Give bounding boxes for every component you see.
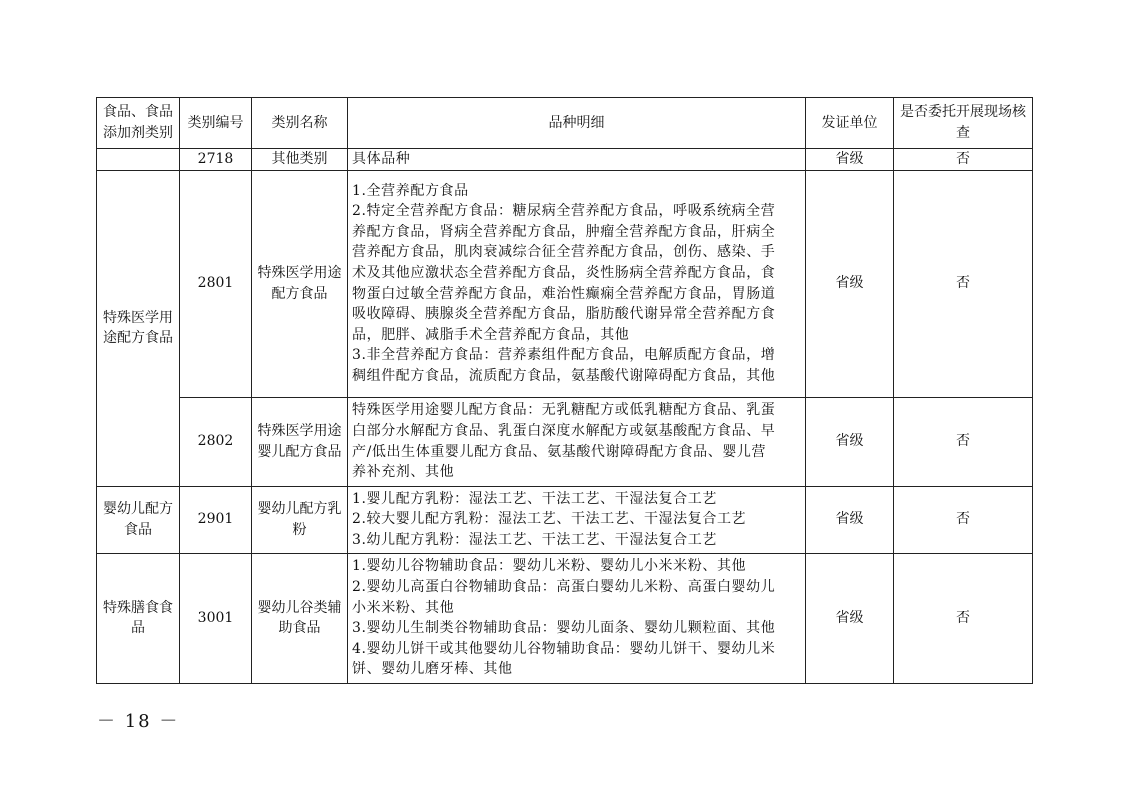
detail-line: 1.全营养配方食品 [352, 182, 469, 199]
header-details: 品种明细 [348, 98, 806, 149]
category-cell-empty [97, 149, 180, 171]
detail-line: 饼、婴幼儿磨牙棒、其他 [352, 661, 513, 678]
category-cell: 特殊医学用途配方食品 [97, 170, 180, 486]
detail-line: 3.婴幼儿生制类谷物辅助食品：婴幼儿面条、婴幼儿颗粒面、其他 [352, 620, 776, 637]
name-cell: 特殊医学用途婴儿配方食品 [252, 397, 348, 486]
issuer-cell: 省级 [806, 170, 894, 397]
issuer-cell: 省级 [806, 553, 894, 683]
onsite-cell: 否 [894, 149, 1033, 171]
detail-line: 1.婴幼儿谷物辅助食品：婴幼儿米粉、婴幼儿小米米粉、其他 [352, 558, 747, 575]
name-cell: 婴幼儿谷类辅助食品 [252, 553, 348, 683]
code-cell: 3001 [180, 553, 252, 683]
detail-line: 稠组件配方食品，流质配方食品，氨基酸代谢障碍配方食品，其他 [352, 367, 776, 384]
table-row [97, 170, 1033, 397]
detail-line: 3.非全营养配方食品：营养素组件配方食品，电解质配方食品，增 [352, 347, 776, 364]
table-header-row [97, 98, 1033, 149]
detail-line: 营养配方食品，肌肉衰减综合征全营养配方食品，创伤、感染、手 [352, 244, 776, 261]
detail-line: 特殊医学用途婴儿配方食品：无乳糖配方或低乳糖配方食品、乳蛋 [352, 402, 776, 419]
name-cell: 婴幼儿配方乳粉 [252, 486, 348, 553]
code-cell: 2718 [180, 149, 252, 171]
detail-line: 具体品种 [352, 151, 411, 167]
code-cell: 2802 [180, 397, 252, 486]
issuer-cell: 省级 [806, 397, 894, 486]
onsite-cell: 否 [894, 170, 1033, 397]
detail-line: 养补充剂、其他 [352, 464, 455, 481]
onsite-cell: 否 [894, 397, 1033, 486]
food-category-table [96, 97, 1033, 684]
name-cell: 其他类别 [252, 149, 348, 171]
category-cell: 婴幼儿配方食品 [97, 486, 180, 553]
onsite-cell: 否 [894, 486, 1033, 553]
detail-line: 物蛋白过敏全营养配方食品，难治性癫痫全营养配方食品，胃肠道 [352, 285, 776, 302]
page-number: － 18 － [97, 711, 180, 732]
details-cell [348, 553, 806, 683]
detail-line: 1.婴儿配方乳粉：湿法工艺、干法工艺、干湿法复合工艺 [352, 490, 717, 507]
detail-line: 2.特定全营养配方食品：糖尿病全营养配方食品，呼吸系统病全营 [352, 203, 776, 220]
details-cell [348, 170, 806, 397]
table-row [97, 149, 1033, 171]
detail-line: 4.婴幼儿饼干或其他婴幼儿谷物辅助食品：婴幼儿饼干、婴幼儿米 [352, 640, 776, 657]
category-cell: 特殊膳食食品 [97, 553, 180, 683]
table-row [97, 553, 1033, 683]
detail-line: 品，肥胖、减脂手术全营养配方食品，其他 [352, 326, 630, 343]
details-cell [348, 149, 806, 171]
header-issuer: 发证单位 [806, 98, 894, 149]
header-onsite-check: 是否委托开展现场核查 [894, 98, 1033, 149]
details-cell [348, 486, 806, 553]
header-name: 类别名称 [252, 98, 348, 149]
detail-line: 产/低出生体重婴儿配方食品、氨基酸代谢障碍配方食品、婴儿营 [352, 443, 767, 460]
detail-line: 3.幼儿配方乳粉：湿法工艺、干法工艺、干湿法复合工艺 [352, 531, 717, 548]
detail-line: 白部分水解配方食品、乳蛋白深度水解配方或氨基酸配方食品、早 [352, 423, 776, 439]
code-cell: 2901 [180, 486, 252, 553]
detail-line: 2.较大婴儿配方乳粉：湿法工艺、干法工艺、干湿法复合工艺 [352, 511, 747, 528]
header-category: 食品、食品添加剂类别 [97, 98, 180, 149]
detail-line: 2.婴幼儿高蛋白谷物辅助食品：高蛋白婴幼儿米粉、高蛋白婴幼儿 [352, 578, 776, 595]
detail-line: 吸收障碍、胰腺炎全营养配方食品，脂肪酸代谢异常全营养配方食 [352, 306, 776, 323]
header-code: 类别编号 [180, 98, 252, 149]
table-row [97, 486, 1033, 553]
code-cell: 2801 [180, 170, 252, 397]
onsite-cell: 否 [894, 553, 1033, 683]
issuer-cell: 省级 [806, 486, 894, 553]
detail-line: 术及其他应激状态全营养配方食品，炎性肠病全营养配方食品，食 [352, 265, 776, 281]
detail-line: 养配方食品，肾病全营养配方食品，肿瘤全营养配方食品，肝病全 [352, 223, 776, 240]
issuer-cell: 省级 [806, 149, 894, 171]
details-cell [348, 397, 806, 486]
table-row [97, 397, 1033, 486]
name-cell: 特殊医学用途配方食品 [252, 170, 348, 397]
detail-line: 小米米粉、其他 [352, 599, 455, 616]
